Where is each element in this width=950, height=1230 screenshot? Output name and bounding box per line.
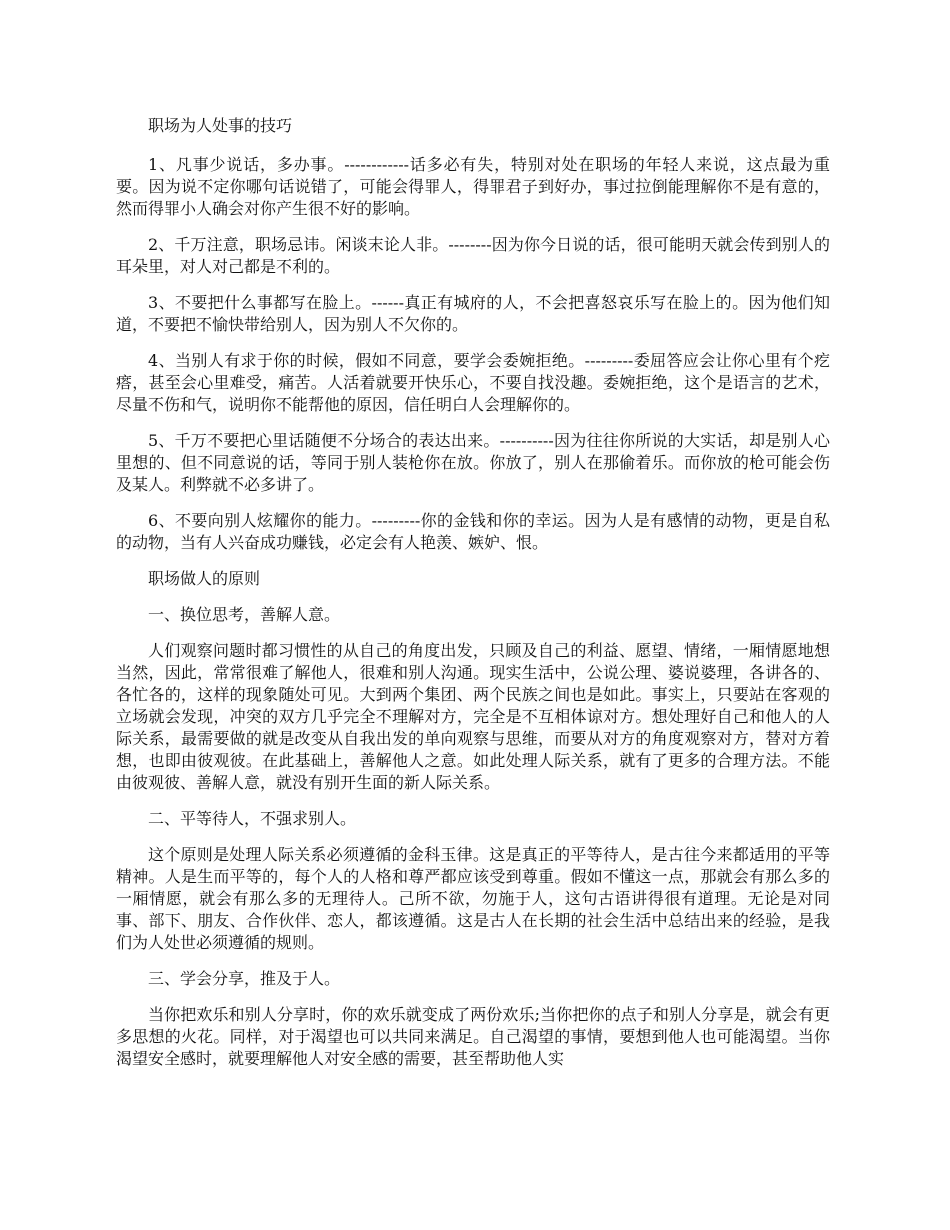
document-title: 职场为人处事的技巧 [148, 116, 293, 135]
paragraph-tip-6: 6、不要向别人炫耀你的能力。---------你的金钱和你的幸运。因为人是有感情的动物，更是自私的动物，当有人兴奋成功赚钱，必定会有人艳羡、嫉妒、恨。 [116, 511, 830, 552]
paragraph-tip-5: 5、千万不要把心里话随便不分场合的表达出来。----------因为往往你所说的大实话，却是别人心里想的、但不同意说的话，等同于别人装枪你在放。你放了，别人在那偷着乐。而你放的枪可能会伤及某人。利弊就不必多讲了。 [116, 431, 830, 494]
paragraph-tip-4: 4、当别人有求于你的时候，假如不同意，要学会委婉拒绝。---------委屈答应会让你心里有个疙瘩，甚至会心里难受，痛苦。人活着就要开快乐心，不要自找没趣。委婉拒绝，这个是语言的艺术，尽量不伤和气，说明你不能帮他的原因，信任明白人会理解你的。 [116, 351, 830, 414]
principle-heading-1: 一、换位思考，善解人意。 [148, 605, 341, 624]
principle-body-2: 这个原则是处理人际关系必须遵循的金科玉律。这是真正的平等待人，是古往今来都适用的平等精神。人是生而平等的，每个人的人格和尊严都应该受到尊重。假如不懂这一点，那就会有那么多的一厢情愿，就会有那么多的无理待人。己所不欲，勿施于人，这句古语讲得很有道理。无论是对同事、部下、朋友、合作伙伴、恋人，都该遵循。这是古人在长期的社会生活中总结出来的经验，是我们为人处世必须遵循的规则。 [116, 845, 830, 952]
paragraph-tip-2: 2、千万注意，职场忌讳。闲谈末论人非。--------因为你今日说的话，很可能明天就会传到别人的耳朵里，对人对己都是不利的。 [116, 235, 830, 276]
principle-body-3: 当你把欢乐和别人分享时，你的欢乐就变成了两份欢乐;当你把你的点子和别人分享是，就会有更多思想的火花。同样，对于渴望也可以共同来满足。自己渴望的事情，要想到他人也可能渴望。当你渴望安全感时，就要理解他人对安全感的需要，甚至帮助他人实 [116, 1005, 830, 1068]
paragraph-tip-1: 1、凡事少说话，多办事。------------话多必有失，特别对处在职场的年轻人来说，这点最为重要。因为说不定你哪句话说错了，可能会得罪人，得罪君子到好办，事过拉倒能理解你不是有意的，然而得罪小人确会对你产生很不好的影响。 [116, 155, 830, 218]
section-heading-principles: 职场做人的原则 [148, 569, 261, 588]
document-body [116, 115, 830, 1084]
principle-heading-3: 三、学会分享，推及于人。 [148, 969, 341, 988]
paragraph-tip-3: 3、不要把什么事都写在脸上。------真正有城府的人，不会把喜怒哀乐写在脸上的。因为他们知道，不要把不愉快带给别人，因为别人不欠你的。 [116, 293, 830, 334]
principle-body-1: 人们观察问题时都习惯性的从自己的角度出发，只顾及自己的利益、愿望、情绪，一厢情愿地想当然，因此，常常很难了解他人，很难和别人沟通。现实生活中，公说公理、婆说婆理，各讲各的、各忙各的，这样的现象随处可见。大到两个集团、两个民族之间也是如此。事实上，只要站在客观的立场就会发现，冲突的双方几乎完全不理解对方，完全是不互相体谅对方。想处理好自己和他人的人际关系，最需要做的就是改变从自我出发的单向观察与思维，而要从对方的角度观察对方，替对方着想，也即由彼观彼。在此基础上，善解他人之意。如此处理人际关系，就有了更多的合理方法。不能由彼观彼、善解人意，就没有别开生面的新人际关系。 [116, 641, 830, 792]
principle-heading-2: 二、平等待人，不强求别人。 [148, 809, 357, 828]
